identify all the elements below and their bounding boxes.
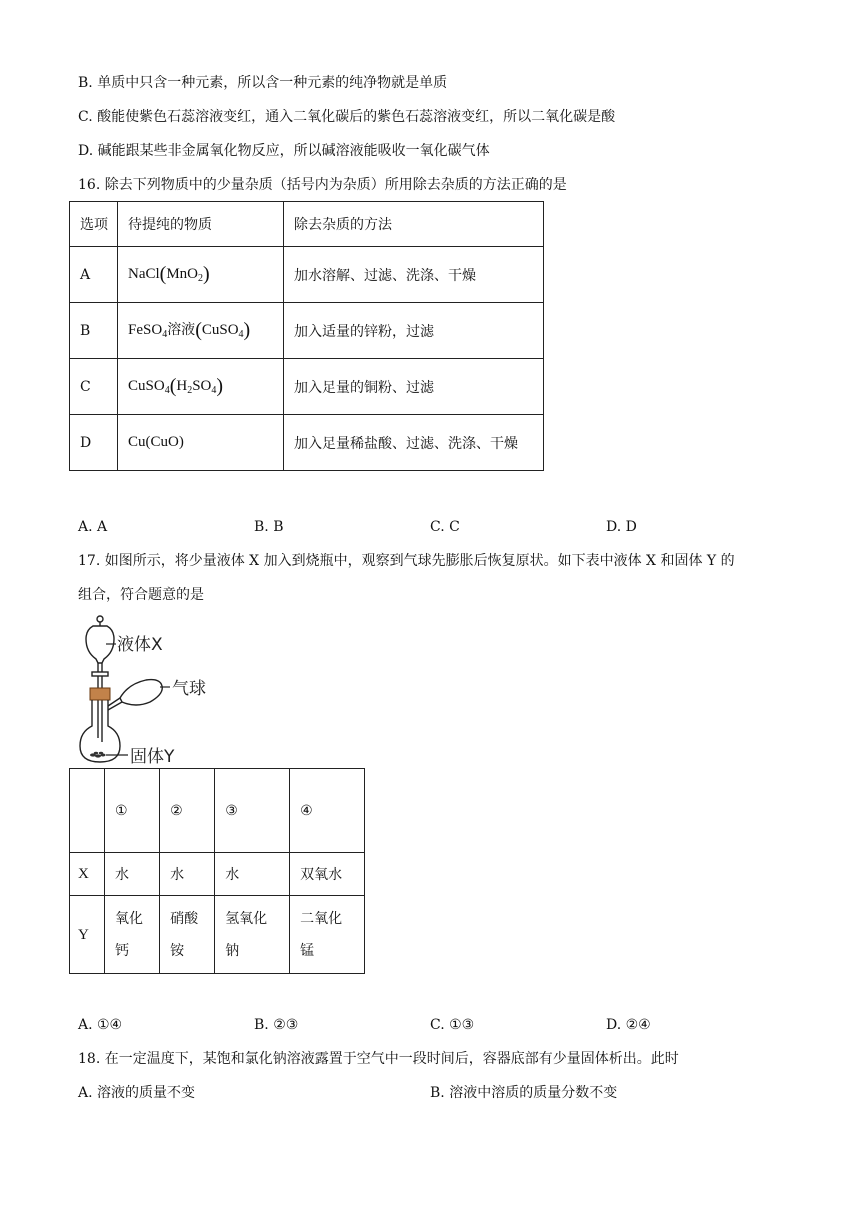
q17-choice-b: B. ②③ [254,1017,299,1033]
q16-row-d-option: D [70,415,118,471]
q16-table [69,201,544,471]
q16-choice-d: D. D [606,519,637,535]
q17-header-4: ④ [290,769,365,853]
balloon-icon [120,680,162,705]
q18-choice-a: A. 溶液的质量不变 [78,1085,196,1101]
q17-x-3: 水 [215,853,290,896]
q16-stem: 16. 除去下列物质中的少量杂质（括号内为杂质）所用除去杂质的方法正确的是 [78,177,567,193]
q16-row-d-substance: Cu(CuO) [118,415,284,471]
q17-y-3: 氢氧化 钠 [215,896,290,974]
q16-choice-c: C. C [430,519,460,535]
q17-stem-line1: 17. 如图所示，将少量液体 X 加入到烧瓶中，观察到气球先膨胀后恢复原状。如下表中液体 X 和固体 Y 的 [78,553,735,569]
q18-choice-b: B. 溶液中溶质的质量分数不变 [430,1085,618,1101]
q17-y-2: 硝酸 铵 [160,896,215,974]
q17-y-1: 氧化 钙 [105,896,160,974]
q16-row-b-method: 加入适量的锌粉，过滤 [284,303,544,359]
q15-option-d: D. 碱能跟某些非金属氧化物反应，所以碱溶液能吸收一氧化碳气体 [78,143,490,159]
q16-row-a-method: 加水溶解、过滤、洗涤、干燥 [284,247,544,303]
q15-option-b: B. 单质中只含一种元素，所以含一种元素的纯净物就是单质 [78,75,448,91]
rubber-stopper [90,688,110,700]
q17-x-2: 水 [160,853,215,896]
solid-y-particles [90,752,106,758]
q16-row-d-method: 加入足量稀盐酸、过滤、洗涤、干燥 [284,415,544,471]
q17-choice-d: D. ②④ [606,1017,651,1033]
q17-x-1: 水 [105,853,160,896]
apparatus-figure [76,614,236,768]
q17-choice-c: C. ①③ [430,1017,475,1033]
q17-header-3: ③ [215,769,290,853]
q15-option-c: C. 酸能使紫色石蕊溶液变红，通入二氧化碳后的紫色石蕊溶液变红，所以二氧化碳是酸 [78,109,616,125]
q17-x-4: 双氧水 [290,853,365,896]
q17-row-x-label: X [70,853,105,896]
q17-header-1: ① [105,769,160,853]
q16-row-a-substance: NaCl(MnO$_2$) [118,247,284,303]
q16-row-c-method: 加入足量的铜粉、过滤 [284,359,544,415]
q16-header-option: 选项 [70,202,118,247]
q18-stem: 18. 在一定温度下，某饱和氯化钠溶液露置于空气中一段时间后，容器底部有少量固体析出。此时 [78,1051,679,1067]
q16-choice-b: B. B [254,519,284,535]
q17-header-2: ② [160,769,215,853]
label-liquid-x: 液体X [117,635,163,655]
q16-header-method: 除去杂质的方法 [284,202,544,247]
q16-row-c-substance: $CuSO_4(H_2SO_4)$ [118,359,284,415]
q16-choice-a: A. A [78,519,108,535]
q16-row-b-option: B [70,303,118,359]
q17-table-corner [70,769,105,853]
q16-row-b-substance: FeSO$_4$溶液(CuSO$_4$) [118,303,284,359]
label-solid-y: 固体Y [130,747,175,767]
q17-stem-line2: 组合，符合题意的是 [78,587,204,603]
q17-choice-a: A. ①④ [78,1017,123,1033]
q17-table [69,768,365,974]
label-balloon: 气球 [172,679,206,699]
q16-row-a-option: A [70,247,118,303]
q17-y-4: 二氧化 锰 [290,896,365,974]
q16-header-substance: 待提纯的物质 [118,202,284,247]
q16-row-c-option: C [70,359,118,415]
separatory-funnel-icon [86,616,114,742]
q17-row-y-label: Y [70,896,105,974]
